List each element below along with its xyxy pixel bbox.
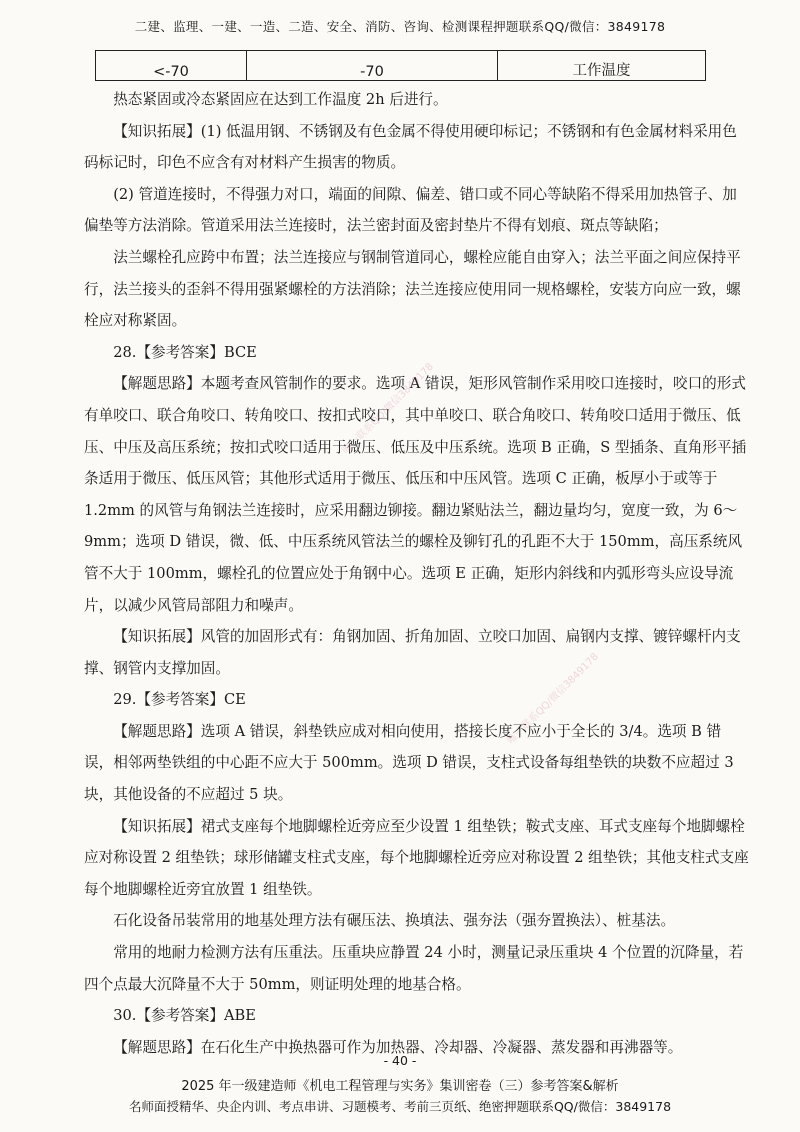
table-cell: <-70: [96, 51, 247, 81]
knowledge-extension: 【知识拓展】风管的加固形式有：角钢加固、折角加固、立咬口加固、扁钢内支撑、镀锌螺杆内支撑、钢管内支撑加固。: [84, 628, 741, 677]
answer-heading-30: 30.【参考答案】ABE: [113, 1007, 256, 1025]
page-header: 二建、监理、一建、一造、二造、安全、消防、咨询、检测课程押题联系QQ/微信：3849178: [134, 19, 666, 34]
solution-30: 【解题思路】在石化生产中换热器可作为加热器、冷却器、冷凝器、蒸发器和再沸器等。: [113, 1038, 683, 1056]
footer-contact: 名师面授精华、央企内训、考点串讲、习题模考、考前三页纸、绝密押题联系QQ/微信：3849178: [128, 1099, 672, 1114]
page-number: - 40 -: [383, 1053, 417, 1068]
watermark: 唯一联系QQ/微信3849178: [340, 361, 436, 457]
table-row: [96, 51, 706, 81]
knowledge-extension: 【知识拓展】(1) 低温用钢、不锈钢及有色金属不得使用硬印标记；不锈钢和有色金属材料采用色码标记时，印色不应含有对材料产生损害的物质。: [84, 122, 737, 172]
knowledge-extension: 【知识拓展】裙式支座每个地脚螺栓近旁应至少设置 1 组垫铁；鞍式支座、耳式支座每个地脚螺栓应对称设置 2 组垫铁；球形储罐支柱式支座，每个地脚螺栓近旁应对称设置 2 组垫铁；其他支柱式支座每个地脚螺栓近旁宜放置 1 组垫铁。: [84, 817, 749, 898]
watermark: 唯一联系QQ/微信3849178: [505, 651, 601, 747]
table-fragment: [95, 50, 706, 81]
table-cell: -70: [247, 51, 498, 81]
paragraph: (2) 管道连接时，不得强力对口，端面的间隙、偏差、错口或不同心等缺陷不得采用加热管子、加偏垫等方法消除。管道采用法兰连接时，法兰密封面及密封垫片不得有划痕、斑点等缺陷；: [84, 185, 737, 235]
solution-29: 【解题思路】选项 A 错误，斜垫铁应成对相向使用，搭接长度不应小于全长的 3/4。选项 B 错误，相邻两垫铁组的中心距不应大于 500mm。选项 D 错误，支柱式设备每组垫铁的块数不应超过 3 块，其他设备的不应超过 5 块。: [84, 722, 734, 804]
paragraph: 热态紧固或冷态紧固应在达到工作温度 2h 后进行。: [113, 91, 448, 108]
solution-28: 【解题思路】本题考查风管制作的要求。选项 A 错误，矩形风管制作采用咬口连接时，咬口的形式有单咬口、联合角咬口、转角咬口、按扣式咬口，其中单咬口、联合角咬口、转角咬口适用于微压、低压、中压及高压系统；按扣式咬口适用于微压、低压及中压系统。选项 B 正确，S 型插条、直角形平插条适用于微压、低压风管；其他形式适用于微压、低压和中压风管。选项 C 正确，板厚小于或等于 1.2mm 的风管与角钢法兰连接时，应采用翻边铆接。翻边紧贴法兰，翻边量均匀，宽度一致，为 6～9mm；选项 D 错误，微、低、中压系统风管法兰的螺栓及铆钉孔的孔距不大于 150mm，高压系统风管不大于 100mm，螺栓孔的位置应处于角钢中心。选项 E 正确，矩形内斜线和内弧形弯头应设导流片，以减少风管局部阻力和噪声。: [84, 375, 747, 614]
paragraph: 常用的地耐力检测方法有压重法。压重块应静置 24 小时，测量记录压重块 4 个位置的沉降量，若四个点最大沉降量不大于 50mm，则证明处理的地基合格。: [84, 944, 744, 993]
answer-body: [84, 84, 750, 1063]
answer-heading-28: 28.【参考答案】BCE: [113, 343, 257, 361]
paragraph: 石化设备吊装常用的地基处理方法有碾压法、换填法、强夯法（强夯置换法）、桩基法。: [113, 912, 676, 930]
answer-heading-29: 29.【参考答案】CE: [113, 691, 246, 709]
paragraph: 法兰螺栓孔应跨中布置；法兰连接应与钢制管道同心，螺栓应能自由穿入；法兰平面之间应保持平行，法兰接头的歪斜不得用强紧螺栓的方法消除；法兰连接应使用同一规格螺栓，安装方向应一致，螺栓应对称紧固。: [84, 248, 741, 330]
table-cell: 工作温度: [498, 51, 706, 81]
footer-title: 2025 年一级建造师《机电工程管理与实务》集训密卷（三）参考答案&解析: [181, 1079, 619, 1094]
